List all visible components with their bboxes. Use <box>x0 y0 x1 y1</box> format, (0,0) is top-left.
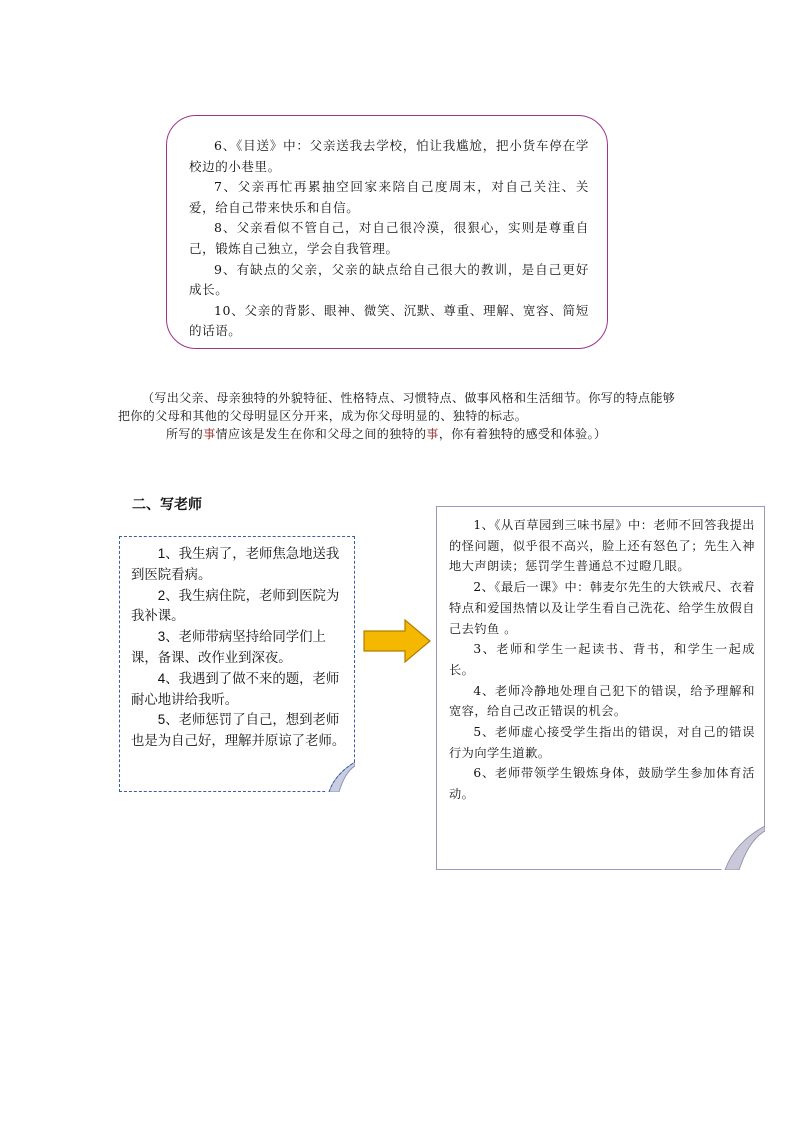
teacher-event-5: 5、老师惩罚了自己，想到老师也是为自己好，理解并原谅了老师。 <box>131 712 346 749</box>
father-example-10: 10、父亲的背影、眼神、微笑、沉默、尊重、理解、宽容、简短的话语。 <box>189 302 589 339</box>
page-curl-icon <box>721 826 765 870</box>
teacher-events-note <box>119 536 355 792</box>
writing-tip-line-1: （写出父亲、母亲独特的外貌特征、性格特点、习惯特点、做事风格和生活细节。你写的特点能够把你的父母和其他的父母明显区分开来，成为你父母明显的、独特的标志。 <box>118 391 676 423</box>
father-example-9: 9、有缺点的父亲，父亲的缺点给自己很大的教训，是自己更好成长。 <box>189 261 589 298</box>
teacher-event-2: 2、我生病住院，老师到医院为我补课。 <box>131 587 340 624</box>
teacher-event-3: 3、老师带病坚持给同学们上课，备课、改作业到深夜。 <box>131 629 326 665</box>
writing-tips-note <box>118 389 678 443</box>
father-examples-box <box>166 115 608 349</box>
teacher-events-text <box>131 544 347 752</box>
teacher-detail-4: 4、老师冷静地处理自己犯下的错误，给予理解和宽容，给自己改正错误的机会。 <box>449 683 755 719</box>
teacher-details-note <box>436 506 765 870</box>
teacher-detail-1: 1、《从百草园到三味书屋》中：老师不回答我提出的怪问题，似乎很不高兴，脸上还有怒色了；先生入神地大声朗读；惩罚学生普通总不过瞪几眼。 <box>449 518 755 574</box>
page-curl-icon <box>325 762 355 792</box>
teacher-detail-6: 6、老师带领学生锻炼身体，鼓励学生参加体育活动。 <box>449 766 755 802</box>
tip-text: 情应该是发生在你和父母之间的独特的 <box>215 427 427 441</box>
father-example-6: 6、《目送》中：父亲送我去学校，怕让我尴尬，把小货车停在学校边的小巷里。 <box>189 138 589 174</box>
section-heading: 二、写老师 <box>132 497 202 513</box>
tip-highlight-1: 事 <box>203 427 216 441</box>
father-example-8: 8、父亲看似不管自己，对自己很冷漠，很狠心，实则是尊重自己，锻炼自己独立，学会自我管理。 <box>189 220 589 256</box>
tip-text: 所写的 <box>166 427 204 441</box>
teacher-detail-5: 5、老师虚心接受学生指出的错误，对自己的错误行为向学生道歉。 <box>449 725 755 760</box>
teacher-event-4: 4、我遇到了做不来的题，老师耐心地讲给我听。 <box>131 670 340 707</box>
father-example-7: 7、父亲再忙再累抽空回家来陪自己度周末，对自己关注、关爱，给自己带来快乐和自信。 <box>189 179 589 215</box>
teacher-detail-2: 2、《最后一课》中：韩麦尔先生的大铁戒尺、衣着特点和爱国热情以及让学生看自己洗花、给学生放假自己去钓鱼 。 <box>449 580 755 636</box>
writing-tip-line-2 <box>118 425 678 443</box>
tip-highlight-2: 事 <box>426 427 439 441</box>
right-arrow-icon <box>363 619 431 663</box>
teacher-details-text <box>449 515 755 805</box>
father-examples-text <box>189 136 589 342</box>
tip-text: ，你有着独特的感受和体验。） <box>438 427 607 441</box>
teacher-event-1: 1、我生病了，老师焦急地送我到医院看病。 <box>131 546 340 582</box>
teacher-detail-3: 3、老师和学生一起读书、背书，和学生一起成长。 <box>449 642 755 677</box>
